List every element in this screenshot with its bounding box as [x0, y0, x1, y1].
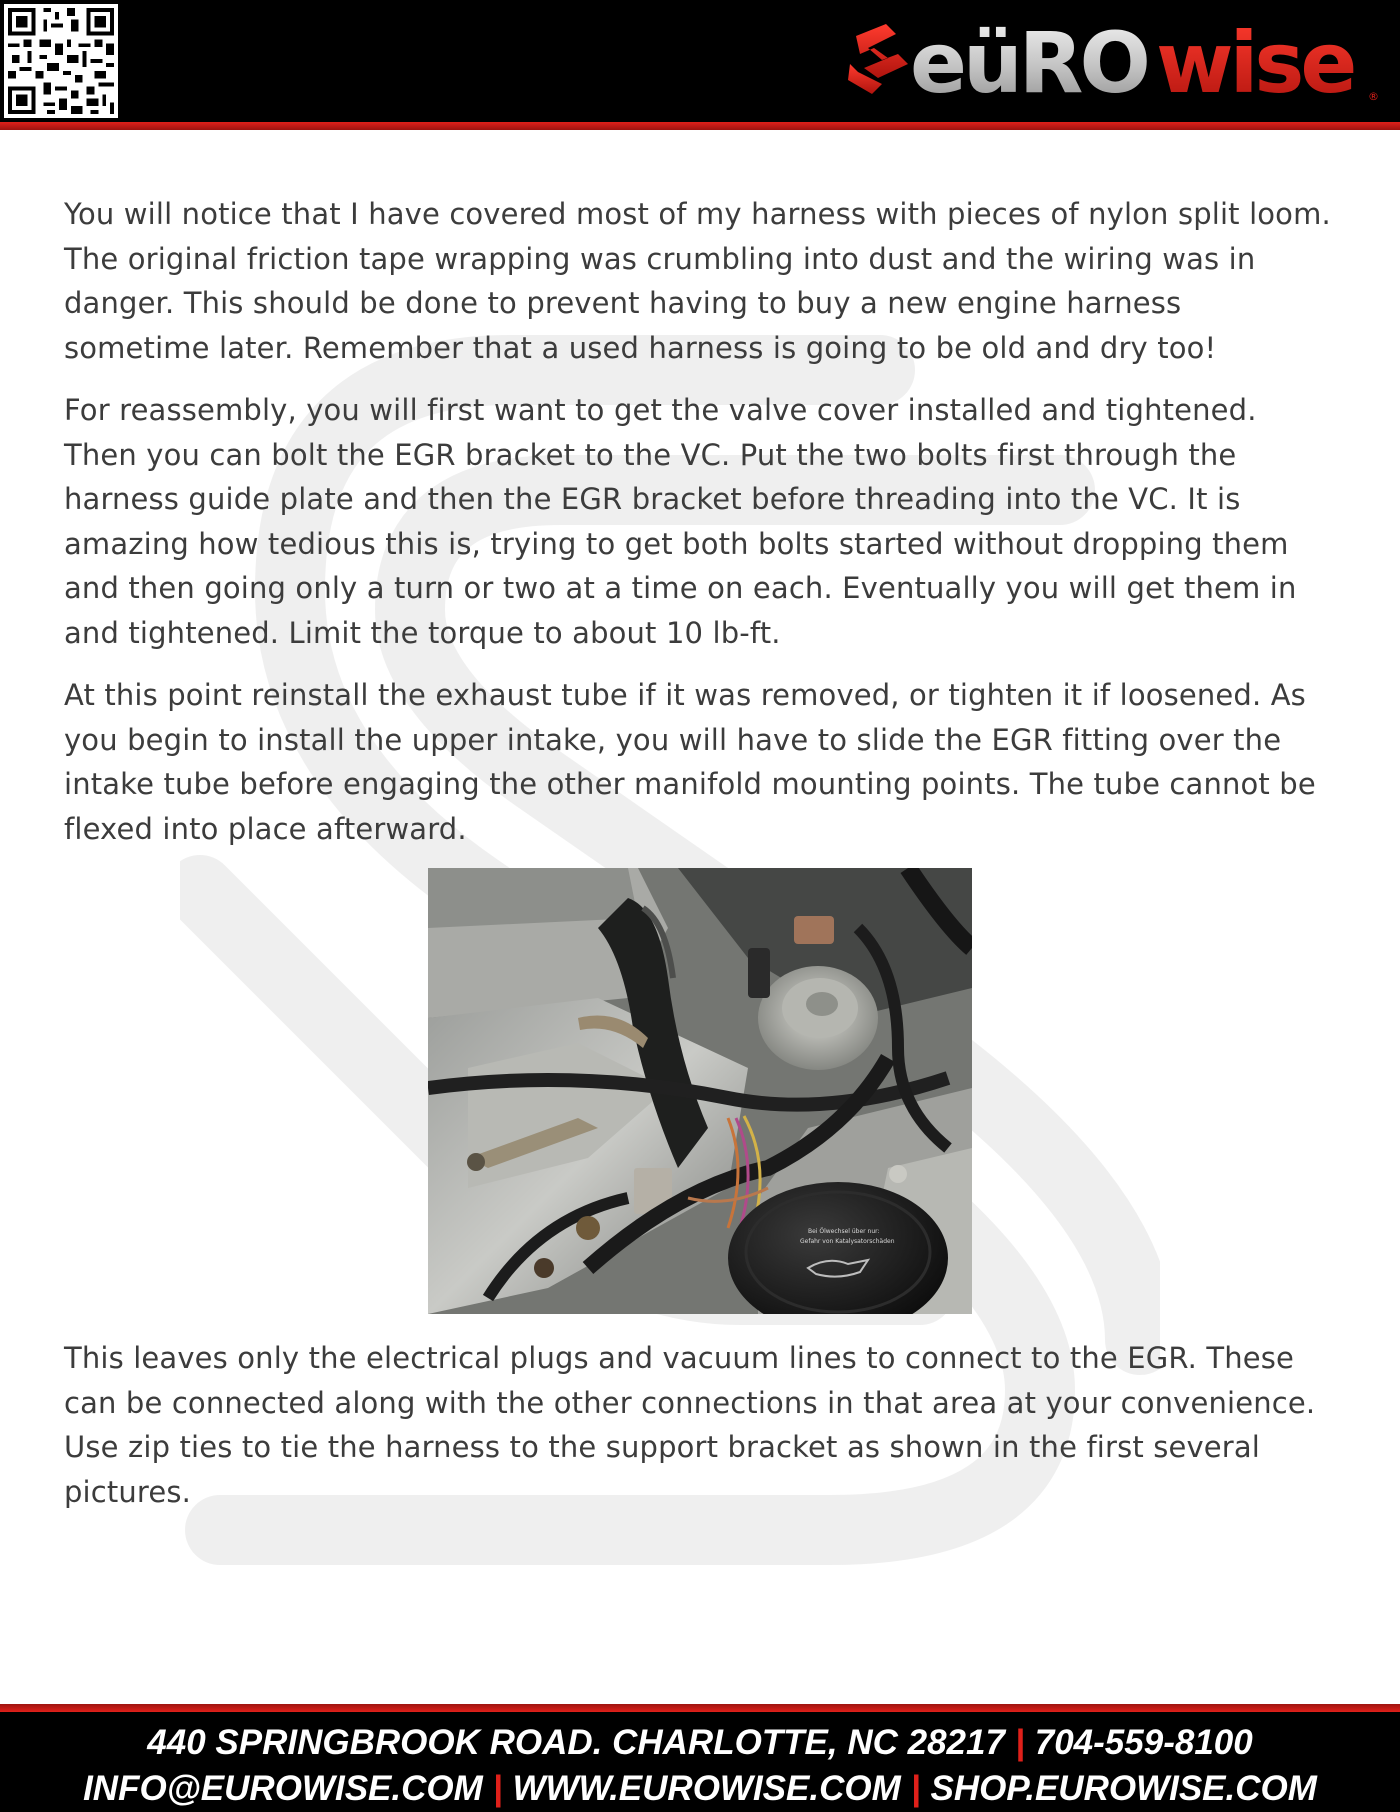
eurowise-s-mark-icon	[848, 24, 908, 94]
footer-separator: |	[1014, 1723, 1025, 1762]
svg-text:eüRO: eüRO	[910, 14, 1147, 110]
oil-cap-text-2: Gefahr von Katalysatorschäden	[800, 1238, 895, 1245]
footer-address: 440 SPRINGBROOK ROAD. CHARLOTTE, NC 28217	[147, 1723, 1005, 1762]
paragraph-reassembly: For reassembly, you will first want to get the valve cover installed and tightened. Then you can bolt the EGR bracket to the VC. Put the two bolts first through the harness guide plate and then the EGR bracket before threading into the VC. It is amazing how tedious this is, trying to get both bolts started without dropping them and then going only a turn or two at a time on each. Eventually you will get them in and tightened. Limit the torque to about 10 lb-ft.	[64, 393, 1297, 650]
qr-code-icon[interactable]	[4, 4, 118, 118]
footer-email-link[interactable]: INFO@EUROWISE.COM	[83, 1769, 483, 1808]
footer-address-line	[0, 1720, 1400, 1766]
footer-links-line	[0, 1766, 1400, 1812]
footer-shop-link[interactable]: SHOP.EUROWISE.COM	[930, 1769, 1317, 1808]
page-footer	[0, 1712, 1400, 1812]
footer-separator: |	[492, 1769, 503, 1808]
footer-website-link[interactable]: WWW.EUROWISE.COM	[512, 1769, 901, 1808]
oil-cap-text-1: Bei Ölwechsel über nur:	[808, 1228, 880, 1235]
svg-text:wise: wise	[1156, 14, 1354, 110]
article-body	[64, 192, 1334, 869]
svg-text:®: ®	[1368, 90, 1379, 103]
engine-bay-photo	[428, 868, 972, 1314]
eurowise-logo[interactable]	[838, 14, 1386, 110]
paragraph-exhaust-tube: At this point reinstall the exhaust tube if it was removed, or tighten it if loosened. As you begin to install the upper intake, you will have to slide the EGR fitting over the intake tube before engaging the other manifold mounting points. The tube cannot be flexed into place afterward.	[64, 678, 1316, 846]
header-red-stripe	[0, 122, 1400, 130]
paragraph-harness-loom: You will notice that I have covered most of my harness with pieces of nylon split loom. The original friction tape wrapping was crumbling into dust and the wiring was in danger. This should be done to prevent having to buy a new engine harness sometime later. Remember that a used harness is going to be old and dry too!	[64, 197, 1331, 365]
footer-red-stripe	[0, 1704, 1400, 1712]
paragraph-electrical-plugs: This leaves only the electrical plugs and vacuum lines to connect to the EGR. These can be connected along with the other connections in that area at your convenience. Use zip ties to tie the harness to the support bracket as shown in the first several pictures.	[64, 1341, 1316, 1509]
footer-separator: |	[910, 1769, 921, 1808]
footer-phone[interactable]: 704-559-8100	[1034, 1723, 1253, 1762]
page-header	[0, 0, 1400, 122]
